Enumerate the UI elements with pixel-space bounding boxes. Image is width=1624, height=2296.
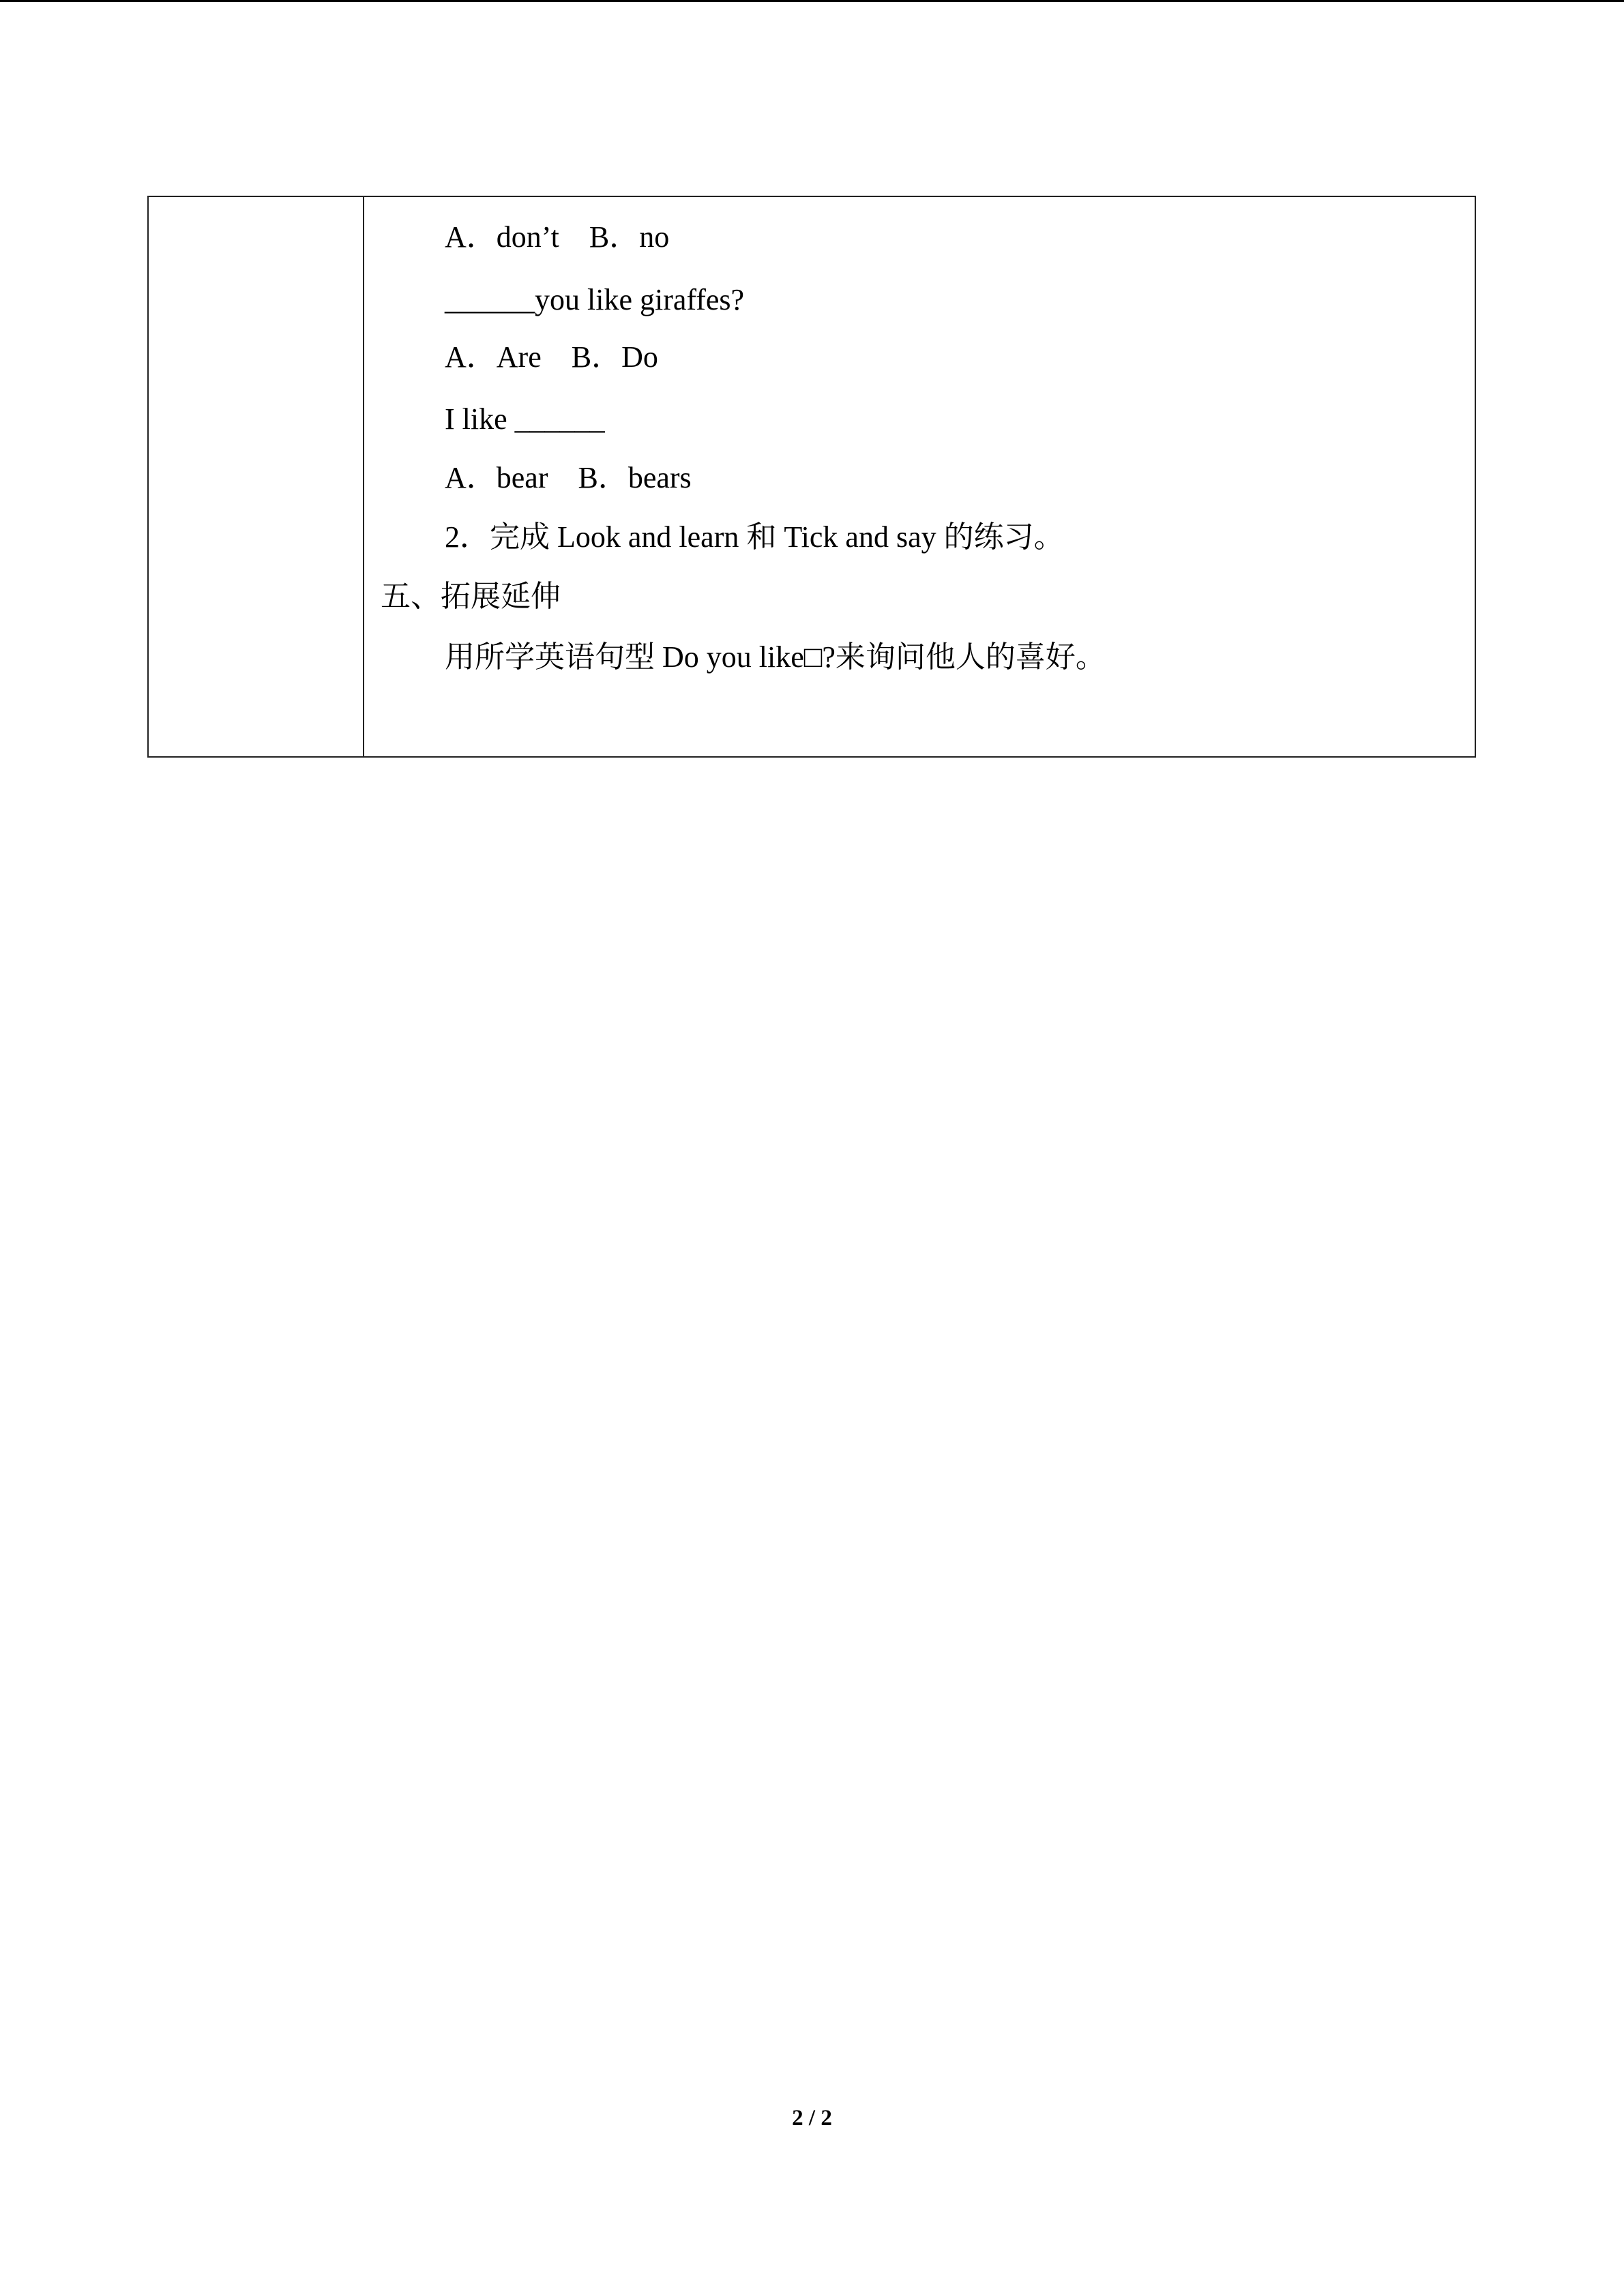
- option-line-3: A．bear B．bears: [445, 461, 692, 494]
- extension-task: 用所学英语句型 Do you like□?来询问他人的喜好。: [445, 640, 1106, 674]
- exercise-item-2: 2．完成 Look and learn 和 Tick and say 的练习。: [445, 520, 1064, 554]
- question-line-3: I like ______: [445, 402, 605, 436]
- option-line-1: A．don’t B．no: [445, 220, 670, 254]
- option-line-2: A．Are B．Do: [445, 340, 658, 374]
- question-line-2: ______you like giraffes?: [445, 283, 745, 316]
- table-left-cell: [149, 197, 364, 756]
- top-border-rule: [0, 0, 1624, 2]
- page-number: 2 / 2: [792, 2106, 832, 2130]
- section-heading-extension: 五、拓展延伸: [381, 580, 561, 613]
